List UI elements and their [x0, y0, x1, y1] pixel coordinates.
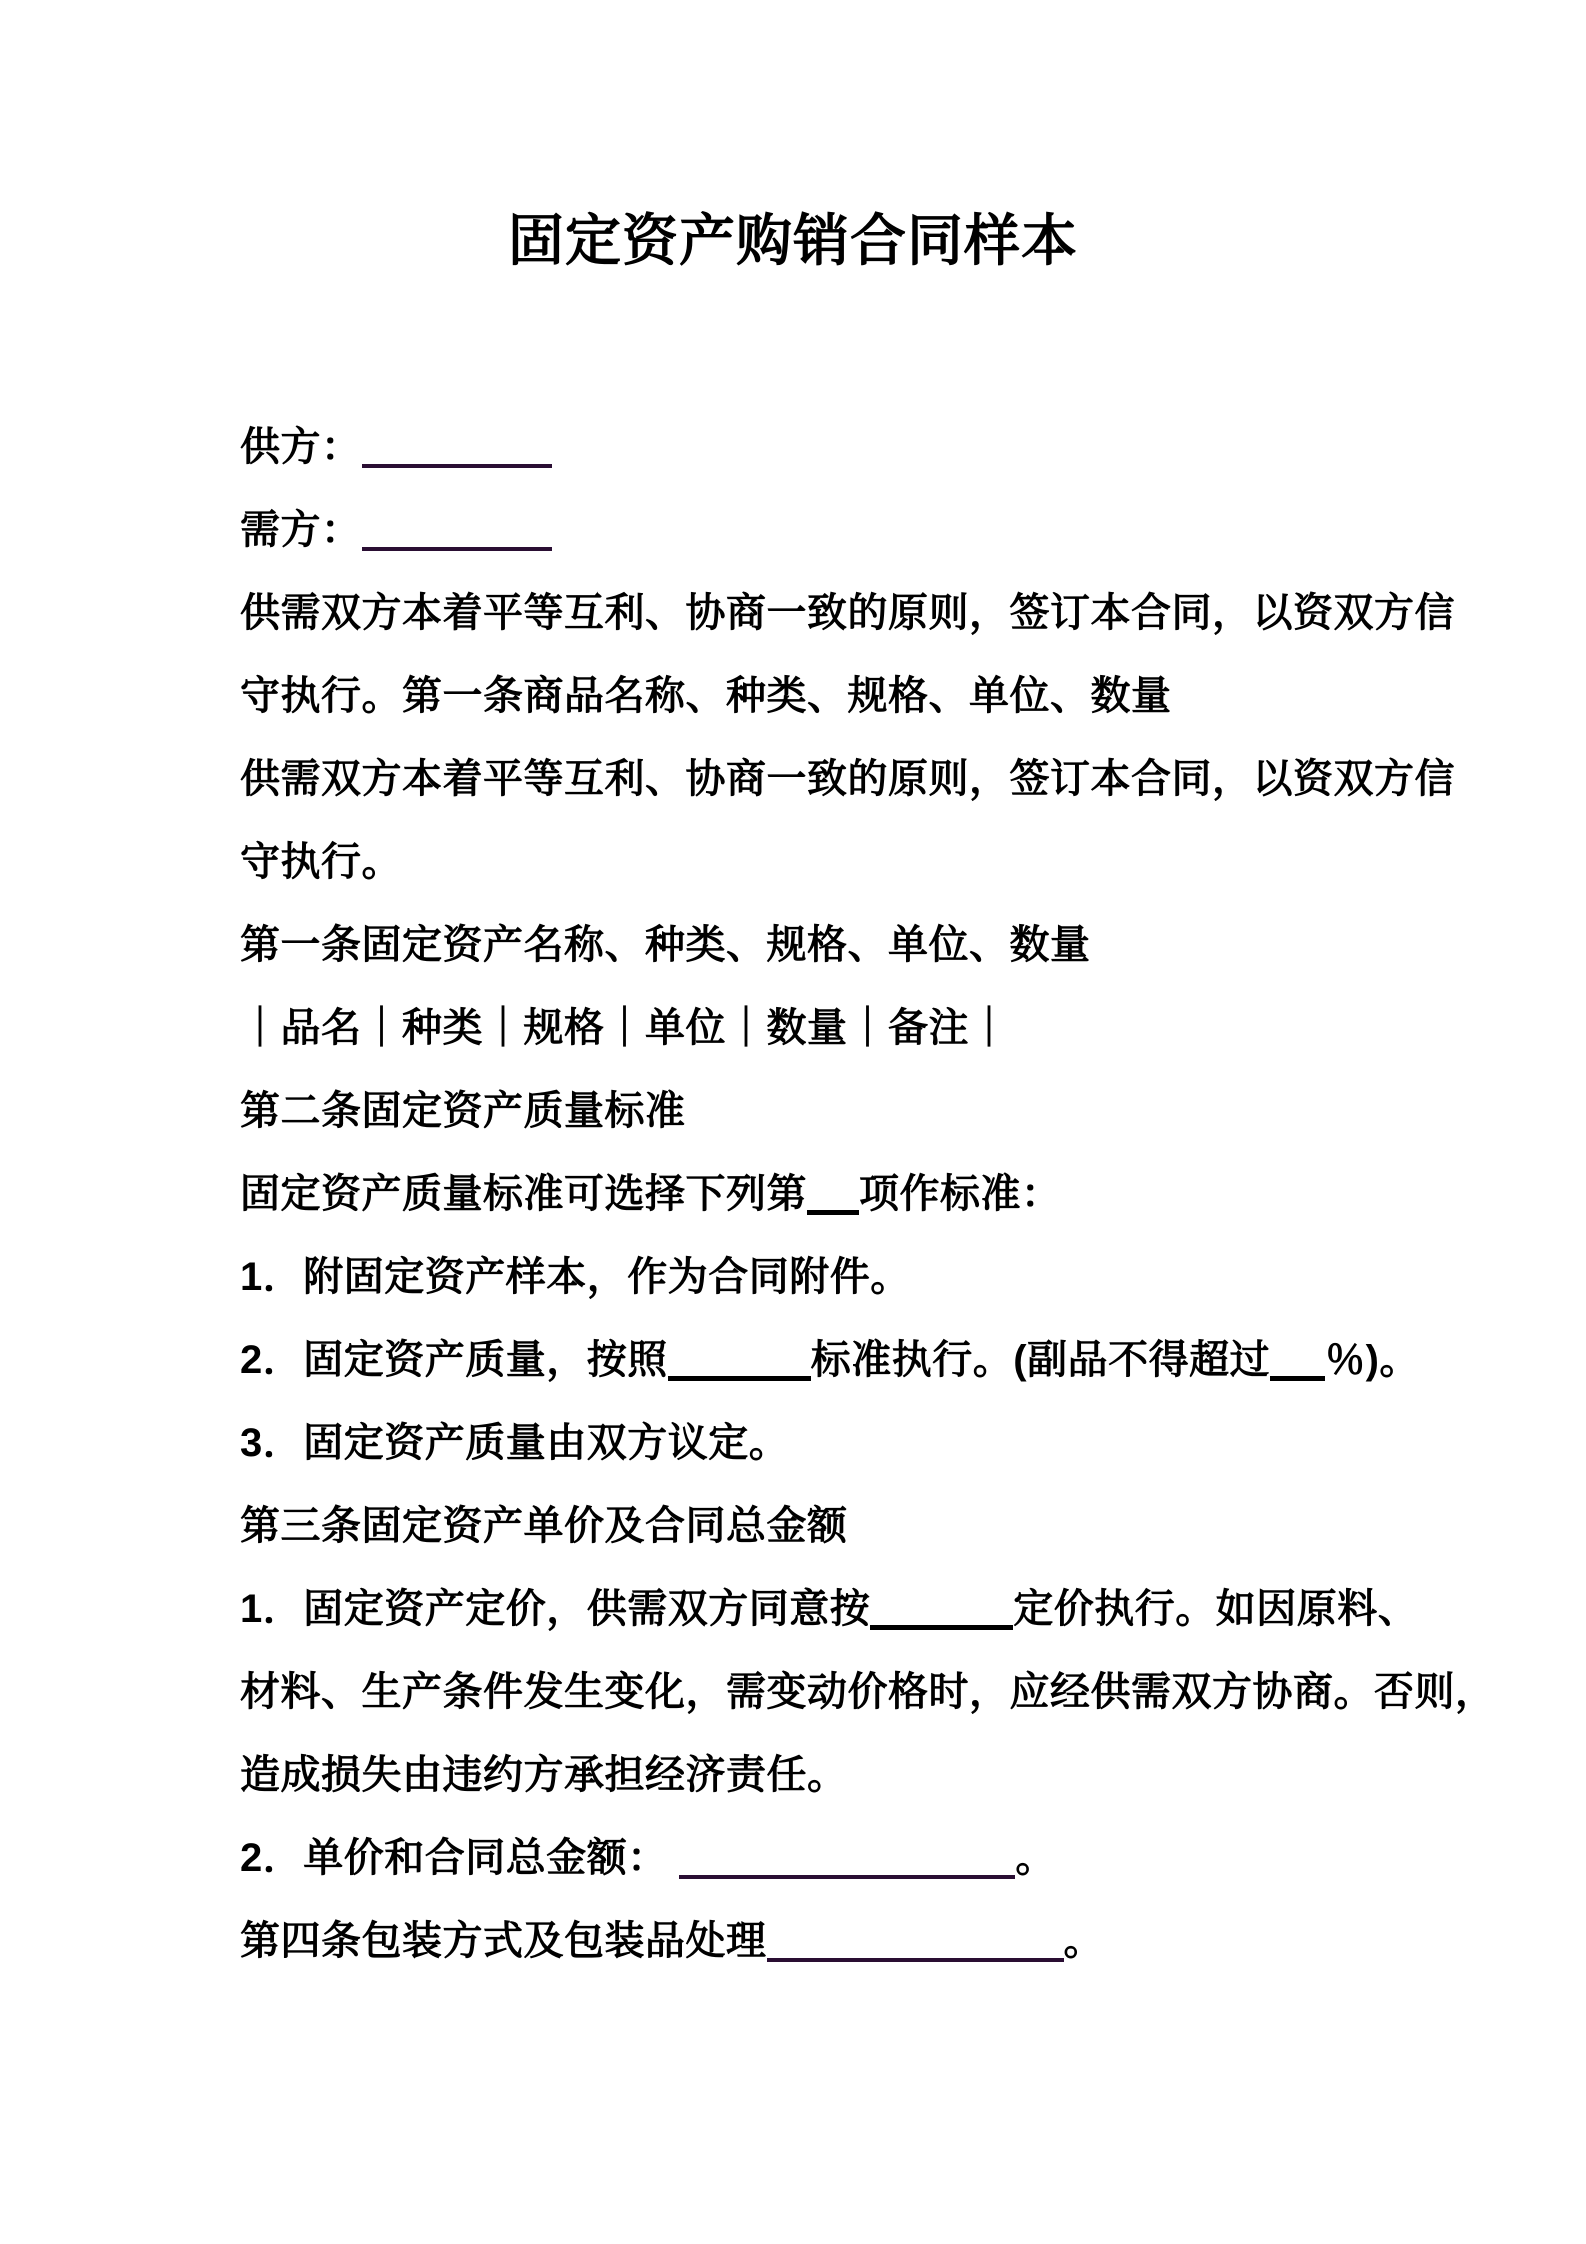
contract-body	[0, 406, 1586, 1983]
contract-line	[240, 489, 1486, 572]
contract-line	[240, 1651, 1496, 1734]
text-segment: 标准执行。(副品不得超过	[810, 1338, 1271, 1382]
contract-line	[240, 655, 1486, 738]
text-segment: 需方：	[240, 508, 362, 552]
contract-line	[240, 406, 1486, 489]
contract-line	[240, 1568, 1486, 1651]
blank-field	[807, 1210, 859, 1215]
blank-field	[870, 1625, 1013, 1630]
text-segment: 守执行。第一条商品名称、种类、规格、单位、数量	[240, 674, 1172, 718]
text-segment: 守执行。	[240, 840, 402, 884]
blank-field	[679, 1875, 1015, 1879]
text-segment: ｜品名｜种类｜规格｜单位｜数量｜备注｜	[240, 1006, 1010, 1050]
text-segment: 2．单价和合同总金额：	[240, 1836, 680, 1880]
contract-line	[240, 1485, 1486, 1568]
contract-line	[240, 1070, 1486, 1153]
contract-line	[240, 1402, 1486, 1485]
text-segment: 材料、生产条件发生变化，需变动价格时，应经供需双方协商。否则，	[240, 1670, 1496, 1714]
contract-line	[240, 904, 1486, 987]
text-segment: 供方：	[240, 425, 362, 469]
text-segment: 2．固定资产质量，按照	[240, 1338, 668, 1382]
blank-field	[362, 547, 552, 551]
text-segment: 。	[1063, 1919, 1104, 1963]
text-segment: 第一条固定资产名称、种类、规格、单位、数量	[240, 923, 1091, 967]
contract-line	[240, 1734, 1486, 1817]
text-segment: 。	[1015, 1836, 1056, 1880]
blank-field	[668, 1376, 811, 1381]
text-segment: 1．固定资产定价，供需双方同意按	[240, 1587, 871, 1631]
blank-field	[1270, 1376, 1325, 1381]
contract-line	[240, 572, 1486, 655]
contract-line	[240, 821, 1486, 904]
text-segment: 第三条固定资产单价及合同总金额	[240, 1504, 848, 1548]
contract-line	[240, 1236, 1486, 1319]
blank-field	[767, 1958, 1064, 1962]
text-segment: ％)。	[1325, 1338, 1420, 1382]
text-segment: 造成损失由违约方承担经济责任。	[240, 1753, 848, 1797]
blank-field	[362, 464, 552, 468]
contract-line	[240, 1153, 1486, 1236]
contract-line	[240, 1319, 1486, 1402]
document-title: 固定资产购销合同样本	[508, 209, 1078, 272]
text-segment: 定价执行。如因原料、	[1013, 1587, 1419, 1631]
text-segment: 固定资产质量标准可选择下列第	[240, 1172, 807, 1216]
text-segment: 供需双方本着平等互利、协商一致的原则，签订本合同，以资双方信	[240, 591, 1455, 635]
contract-line	[240, 1900, 1486, 1983]
text-segment: 供需双方本着平等互利、协商一致的原则，签订本合同，以资双方信	[240, 757, 1455, 801]
contract-line	[240, 987, 1486, 1070]
contract-line	[240, 1817, 1486, 1900]
text-segment: 1．附固定资产样本，作为合同附件。	[240, 1255, 911, 1299]
text-segment: 3．固定资产质量由双方议定。	[240, 1421, 790, 1465]
text-segment: 第四条包装方式及包装品处理	[240, 1919, 767, 1963]
text-segment: 项作标准：	[859, 1172, 1062, 1216]
text-segment: 第二条固定资产质量标准	[240, 1089, 686, 1133]
contract-line	[240, 738, 1486, 821]
